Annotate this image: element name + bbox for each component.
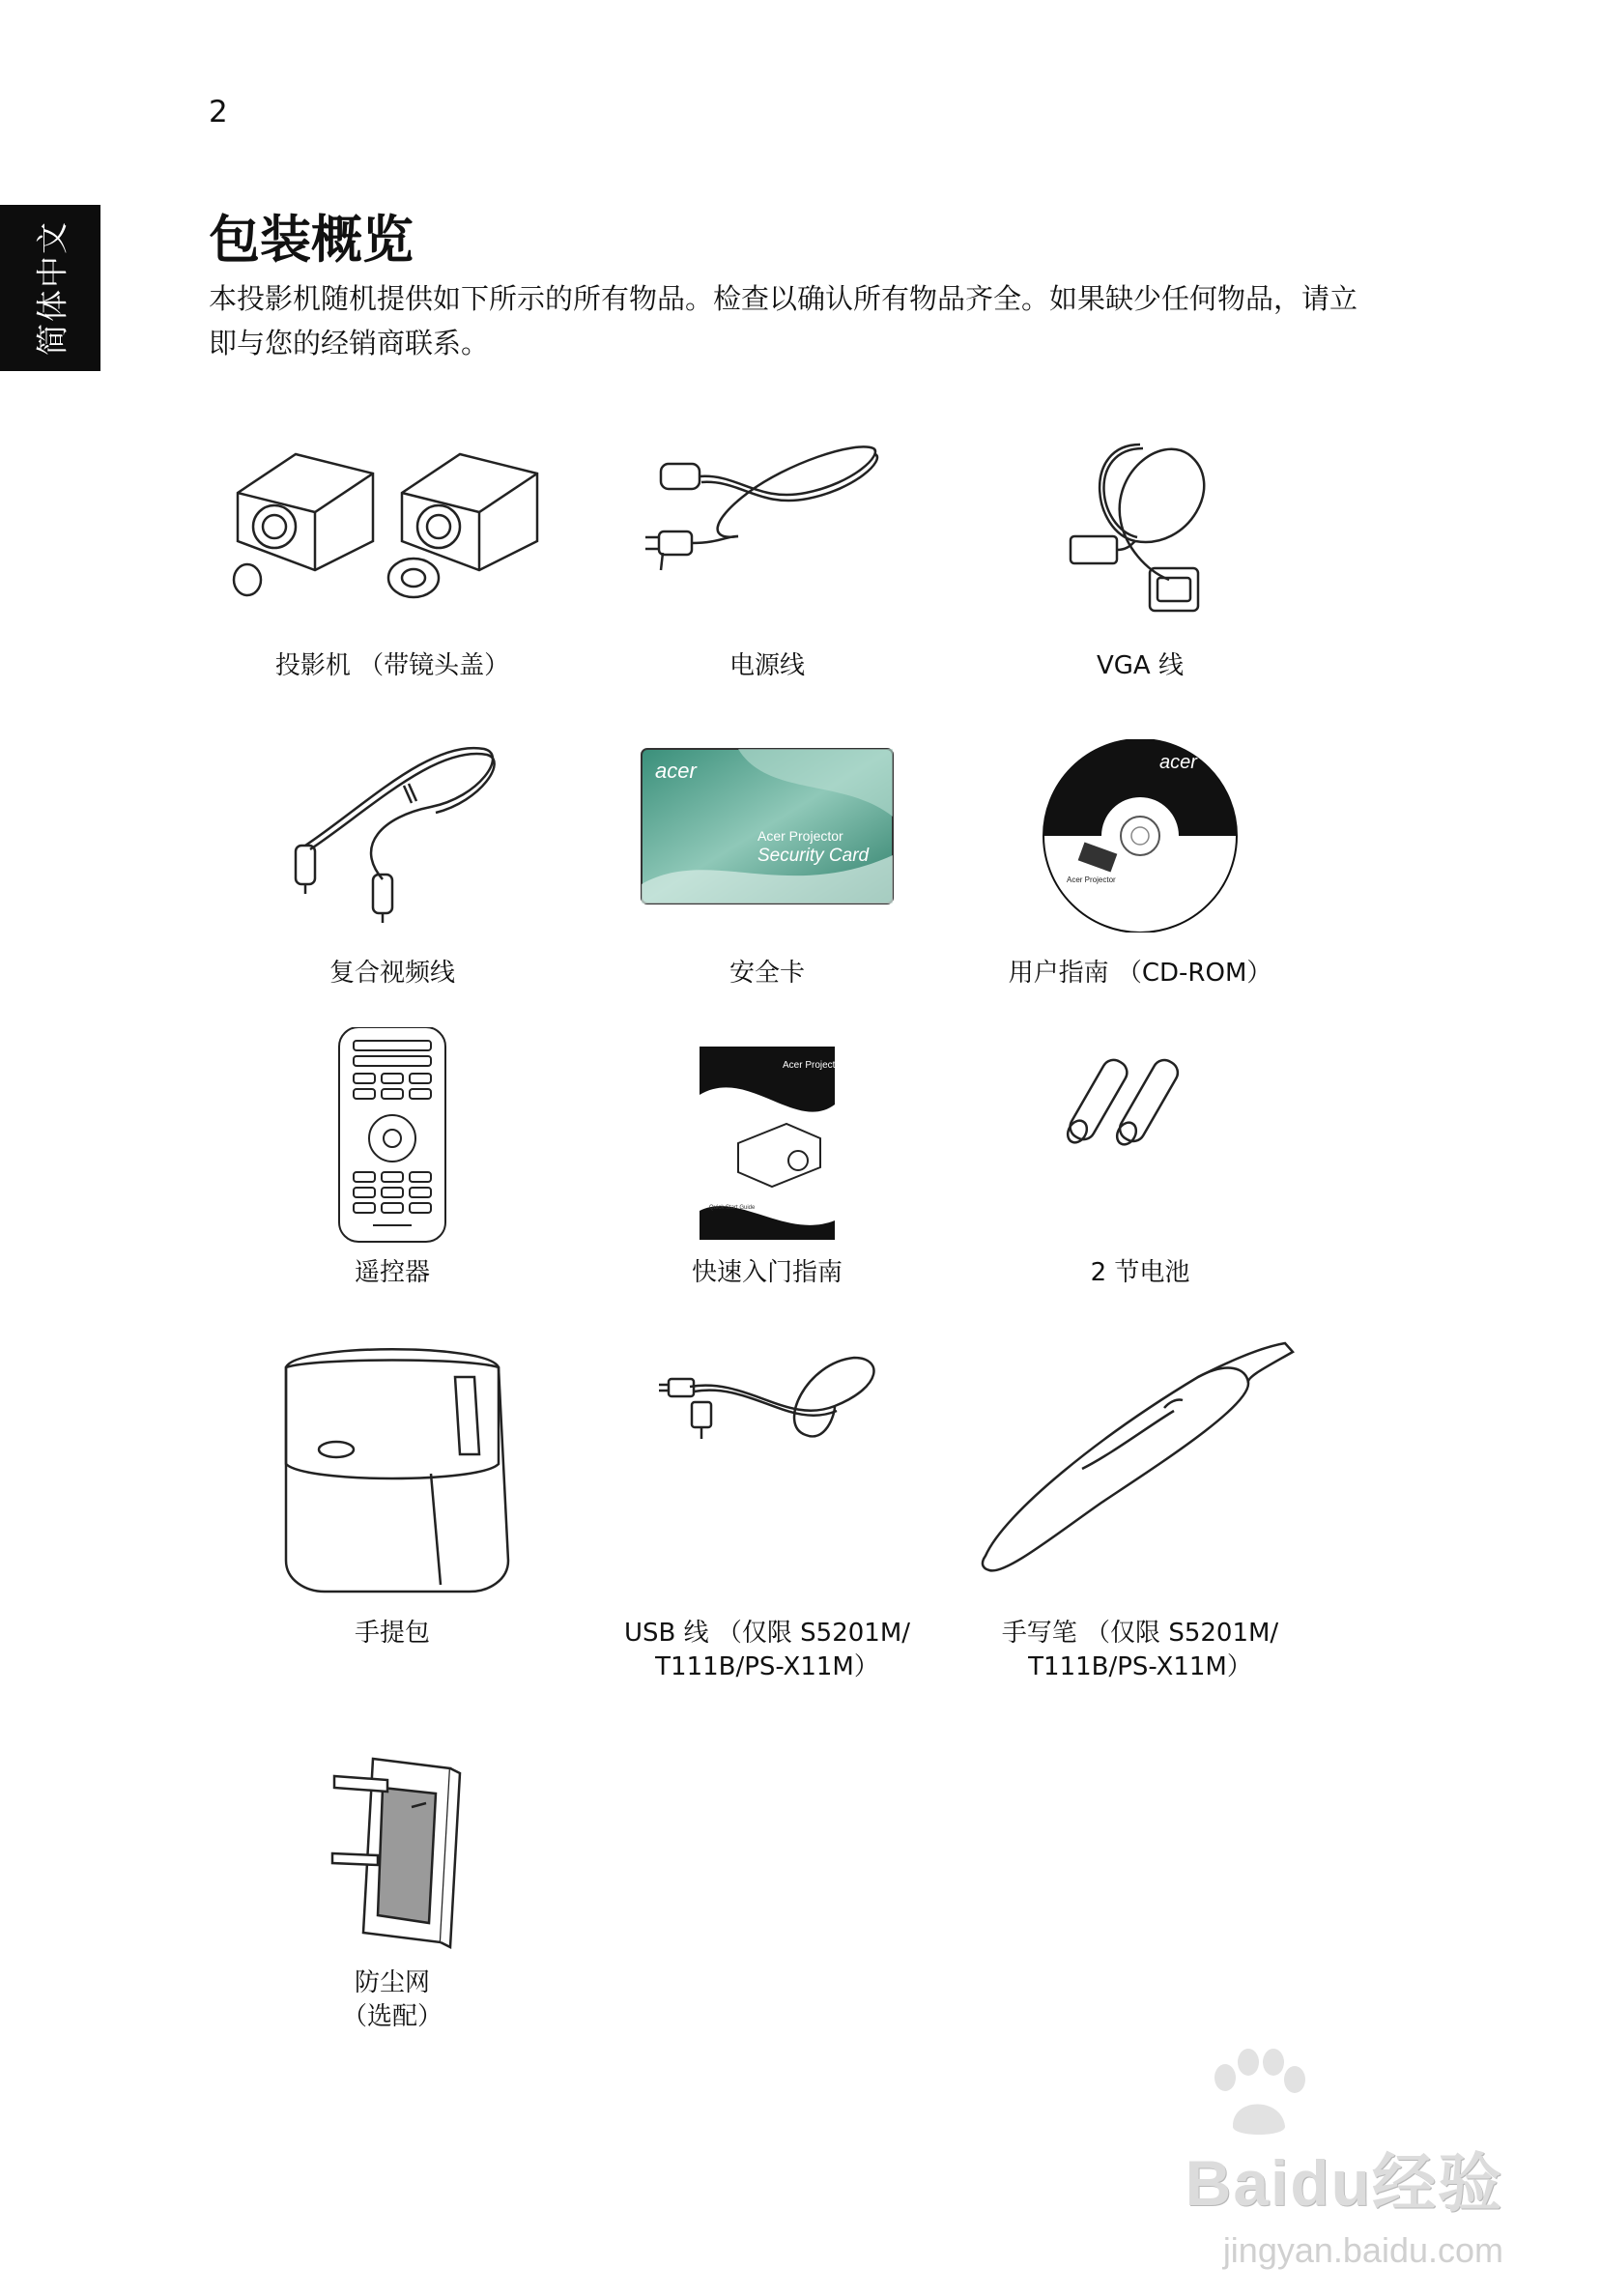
baidu-watermark xyxy=(1059,2049,1503,2281)
cd-rom-icon xyxy=(966,739,1314,933)
caption-line: 手写笔 （仅限 S5201M/ xyxy=(1001,1619,1279,1648)
item-caption xyxy=(555,957,980,990)
power-cord-icon xyxy=(593,435,941,628)
page-number: 2 xyxy=(209,95,228,129)
guide-title: Acer Projector xyxy=(783,1060,844,1071)
item-caption xyxy=(555,1617,980,1684)
watermark-brand: Baidu经验 xyxy=(1185,2147,1503,2219)
cd-label: Acer Projector xyxy=(1067,875,1116,884)
intro-paragraph: 本投影机随机提供如下所示的所有物品。检查以确认所有物品齐全。如果缺少任何物品，请立即与您的经销商联系。 xyxy=(209,282,1358,359)
caption-line: VGA 线 xyxy=(1097,651,1184,680)
item-caption xyxy=(928,1256,1353,1290)
vga-cable-icon xyxy=(966,435,1314,628)
caption-line: 投影机 （带镜头盖） xyxy=(274,651,510,680)
page-title: 包装概览 xyxy=(209,211,414,270)
security-card-brand: acer xyxy=(655,759,697,783)
paw-logo-icon xyxy=(1204,2049,1310,2138)
dust-filter-icon xyxy=(218,1749,566,1952)
caption-line: 遥控器 xyxy=(354,1258,430,1287)
caption-line: 电源线 xyxy=(729,651,805,680)
caption-line: 安全卡 xyxy=(729,959,805,988)
item-caption xyxy=(180,1966,605,2034)
projector-with-lens-cap-icon xyxy=(218,435,566,628)
guide-subtitle: Quick Start Guide xyxy=(709,1205,756,1211)
caption-line: USB 线 （仅限 S5201M/ xyxy=(623,1619,911,1648)
item-caption xyxy=(180,1256,605,1290)
caption-line: 手提包 xyxy=(354,1619,430,1648)
item-caption xyxy=(180,649,605,683)
watermark-url: jingyan.baidu.com xyxy=(1222,2230,1503,2270)
cd-brand: acer xyxy=(1159,752,1197,773)
usb-cable-icon xyxy=(593,1338,941,1599)
caption-line: 2 节电池 xyxy=(1090,1258,1190,1287)
security-card-line2: Security Card xyxy=(757,846,870,866)
carrying-case-icon xyxy=(218,1338,566,1599)
remote-control-icon xyxy=(218,1027,566,1245)
caption-line: 防尘网 xyxy=(354,1968,430,1997)
caption-line: 用户指南 （CD-ROM） xyxy=(1008,959,1272,988)
caption-line: （选配） xyxy=(341,2002,443,2031)
item-caption xyxy=(928,957,1353,990)
language-side-tab-label: 简体中文 xyxy=(33,220,71,356)
stylus-pen-icon xyxy=(966,1338,1314,1599)
item-caption xyxy=(555,1256,980,1290)
item-caption xyxy=(928,649,1353,683)
item-caption xyxy=(180,1617,605,1650)
caption-line: 复合视频线 xyxy=(329,959,455,988)
language-side-tab xyxy=(0,205,100,371)
item-caption xyxy=(928,1617,1353,1684)
caption-line: T111B/PS-X11M） xyxy=(655,1652,879,1681)
security-card-line1: Acer Projector xyxy=(757,828,843,844)
item-caption xyxy=(180,957,605,990)
item-caption xyxy=(555,649,980,683)
caption-line: 快速入门指南 xyxy=(691,1258,843,1287)
batteries-icon xyxy=(966,1027,1314,1245)
caption-line: T111B/PS-X11M） xyxy=(1028,1652,1252,1681)
security-card-icon xyxy=(593,739,941,933)
quick-start-guide-icon xyxy=(593,1027,941,1245)
composite-video-cable-icon xyxy=(218,739,566,933)
